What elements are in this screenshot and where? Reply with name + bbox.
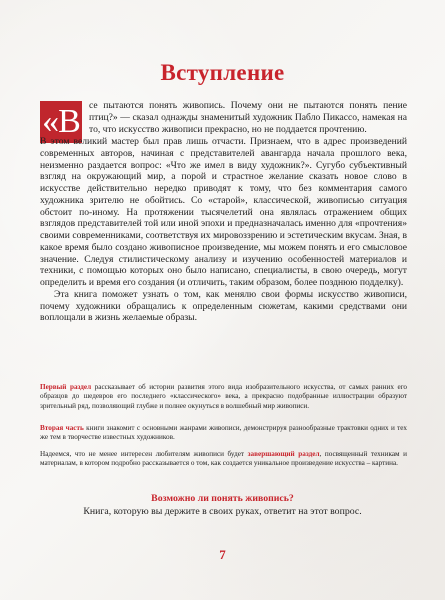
page-number: 7 [219, 547, 226, 562]
section-two-note [40, 424, 407, 443]
section-three-label: завершающий раздел [247, 450, 320, 458]
section-two-text: книги знакомит с основными жанрами живописи, демонстрируя разнообразные трактовки одних и тех же тем в творчестве известных художников. [40, 424, 407, 442]
section-three-pre: Надеемся, что не менее интересен любителям живописи будет [40, 450, 248, 458]
section-one-text: рассказывает об истории развития этого вида изобразительного искусства, от самых ранних его образцов до шедевров его последнего «классического» века, а прекрасно подобранные иллюстрации образуют зрительный ряд, позволяющий глубже и полнее окунуться в волшебный мир живописи. [40, 383, 407, 410]
closing-question: Возможно ли понять живопись? [151, 493, 294, 504]
drop-cap: «В [40, 101, 82, 143]
page-title: Вступление [160, 60, 285, 85]
intro-text-body: В этом великий мастер был прав лишь отчасти. Признаем, что в адрес произведений современных авторов, начиная с представителей авангарда начала прошлого века, неизменно раздается вопрос: «Что же имел в виду художник?». Сугубо субъективный взгляд на окружающий мир, а порой и страстное желание сказать новое слово в искусстве действительно нередко приводят к тому, что без комментария самого художника зрителю не обойтись. Со «старой», классической, живописью ситуация обстоит по-иному. На протяжении тысячелетий она являлась отражением общих взглядов представителей той или иной эпохи и предназначалась именно для «прочтения» своими современниками, соответствуя их мировоззрению и эстетическим вкусам. Зная, в какое время было создано живописное произведение, мы можем понять и его смысловое значение. Следуя стилистическому анализу и изучению особенностей материалов и техники, с помощью которых оно было написано, специалисты, в свою очередь, могут определить и время его создания (и отличить, таким образом, более позднюю подделку). [40, 136, 407, 288]
section-one-note [40, 383, 407, 411]
section-two-label: Вторая часть [40, 424, 84, 432]
intro-paragraph-body [40, 136, 407, 324]
intro-text-top: се пытаются понять живопись. Почему они не пытаются понять пение птиц?» — сказал однажды знаменитый художник Пабло Пикассо, намекая на то, что искусство живописи прекрасно, но не поддается прочтению. [89, 100, 407, 135]
closing-answer: Книга, которую вы держите в своих руках, ответит на этот вопрос. [83, 506, 362, 517]
section-one-label: Первый раздел [40, 383, 92, 391]
intro-text-second: Эта книга поможет узнать о том, как менялю свои формы искусство живописи, почему художники обращались к определенным сюжетам, какими средствами они воплощали в жизнь желаемые образы. [40, 288, 407, 324]
section-three-note [40, 450, 407, 469]
section-three-post: , посвященный техникам и материалам, в котором подробно рассказывается о том, как создается уникальное произведение искусства – картина. [40, 450, 408, 468]
